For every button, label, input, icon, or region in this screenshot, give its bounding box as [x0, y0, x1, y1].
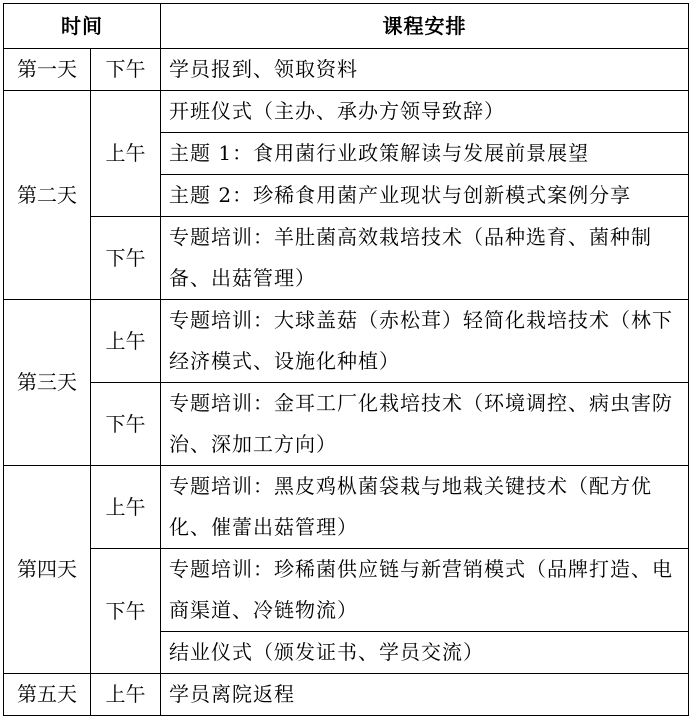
table-row — [4, 674, 689, 716]
period-cell: 上午 — [91, 91, 161, 217]
schedule-item: 专题培训：黑皮鸡枞菌袋栽与地栽关键技术（配方优化、催蕾出菇管理） — [161, 466, 689, 549]
schedule-table-wrapper — [3, 3, 688, 716]
period-cell: 下午 — [91, 549, 161, 674]
period-cell: 上午 — [91, 466, 161, 549]
schedule-item: 专题培训：金耳工厂化栽培技术（环境调控、病虫害防治、深加工方向） — [161, 383, 689, 466]
period-cell: 下午 — [91, 49, 161, 91]
day-cell: 第二天 — [4, 91, 91, 300]
header-time: 时间 — [4, 4, 161, 49]
day-cell: 第四天 — [4, 466, 91, 674]
day-cell: 第一天 — [4, 49, 91, 91]
header-schedule: 课程安排 — [161, 4, 689, 49]
period-cell: 下午 — [91, 217, 161, 300]
table-row — [4, 91, 689, 133]
header-row — [4, 4, 689, 49]
schedule-item: 学员离院返程 — [161, 674, 689, 716]
table-row — [4, 549, 689, 632]
table-row — [4, 466, 689, 549]
schedule-item: 专题培训：羊肚菌高效栽培技术（品种选育、菌种制备、出菇管理） — [161, 217, 689, 300]
schedule-table — [3, 3, 689, 716]
period-cell: 下午 — [91, 383, 161, 466]
table-row — [4, 217, 689, 300]
period-cell: 上午 — [91, 674, 161, 716]
table-row — [4, 300, 689, 383]
day-cell: 第五天 — [4, 674, 91, 716]
schedule-item: 主题 1：食用菌行业政策解读与发展前景展望 — [161, 133, 689, 175]
day-cell: 第三天 — [4, 300, 91, 466]
schedule-item: 专题培训：珍稀菌供应链与新营销模式（品牌打造、电商渠道、冷链物流） — [161, 549, 689, 632]
period-cell: 上午 — [91, 300, 161, 383]
table-row — [4, 49, 689, 91]
schedule-item: 开班仪式（主办、承办方领导致辞） — [161, 91, 689, 133]
schedule-item: 专题培训：大球盖菇（赤松茸）轻简化栽培技术（林下经济模式、设施化种植） — [161, 300, 689, 383]
schedule-item: 学员报到、领取资料 — [161, 49, 689, 91]
table-row — [4, 383, 689, 466]
schedule-item: 结业仪式（颁发证书、学员交流） — [161, 632, 689, 674]
schedule-item: 主题 2：珍稀食用菌产业现状与创新模式案例分享 — [161, 175, 689, 217]
